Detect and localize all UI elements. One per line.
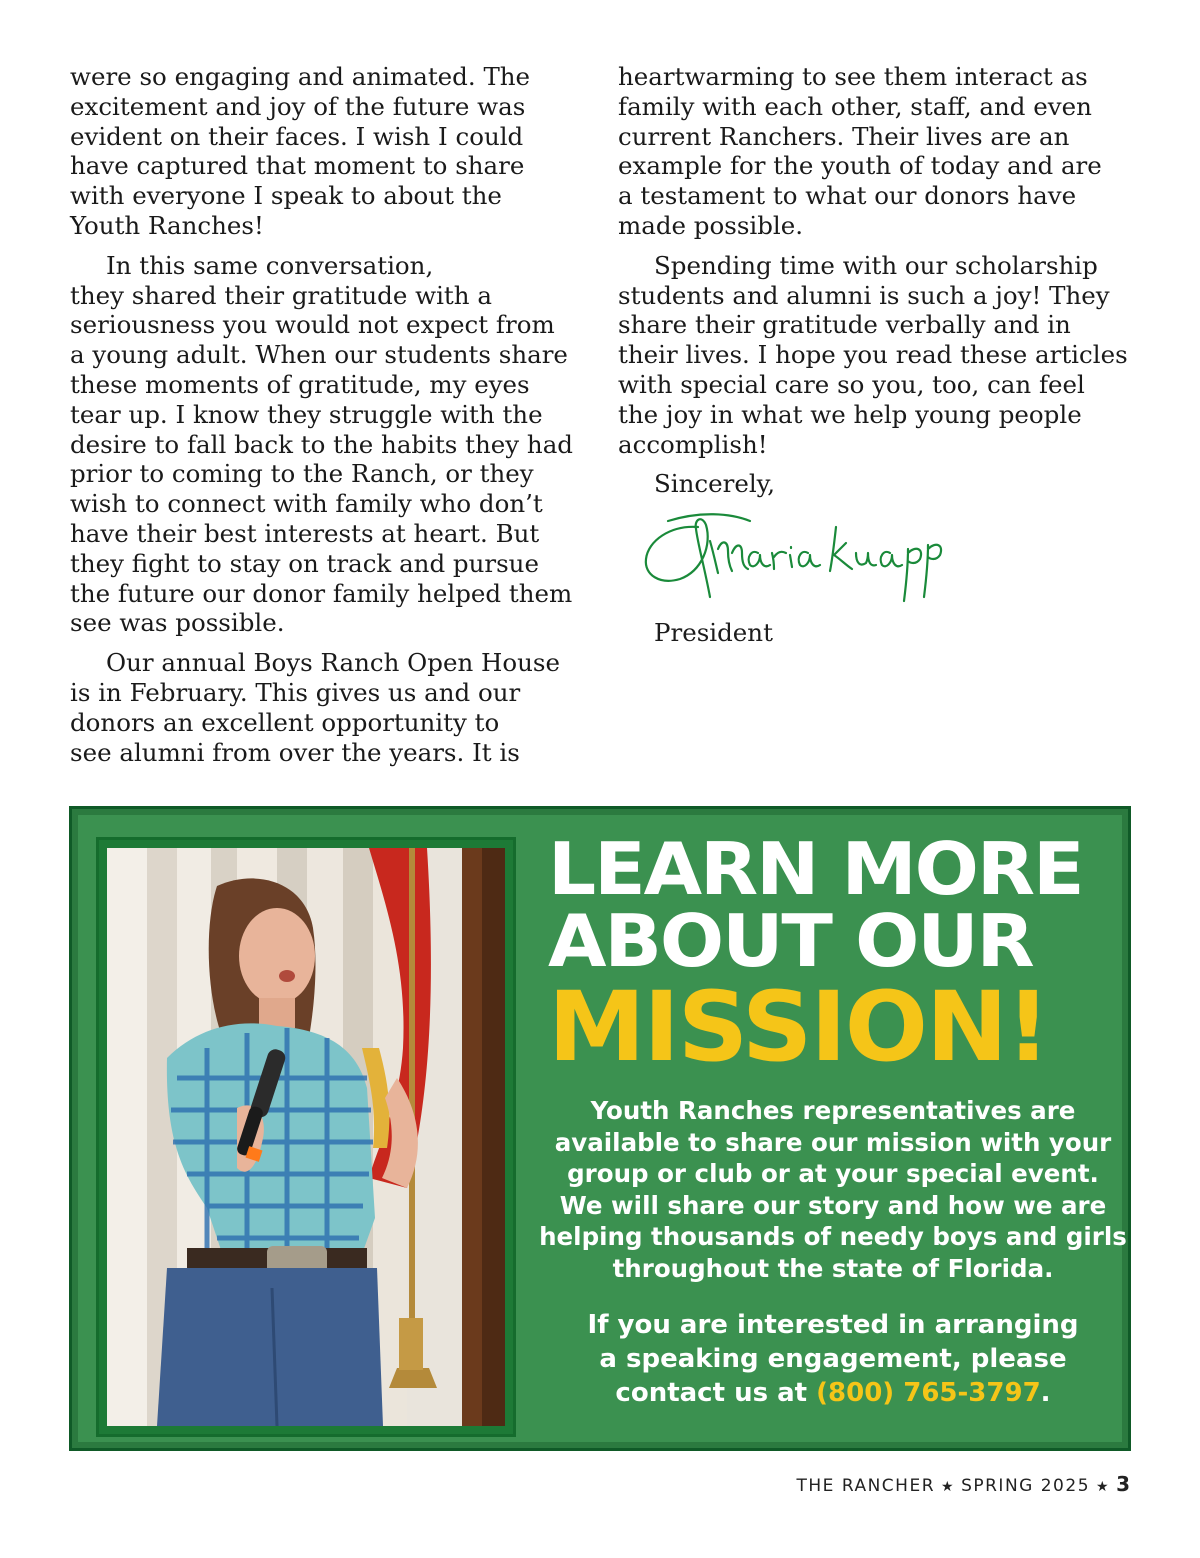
- photo-frame: [96, 837, 516, 1437]
- headline-line-2: ABOUT OUR: [548, 899, 1033, 983]
- page-footer: [797, 1472, 1130, 1496]
- mission-panel-inner: [78, 815, 1127, 1442]
- issue-label: SPRING 2025: [961, 1476, 1091, 1496]
- contact-suffix: .: [1040, 1378, 1051, 1408]
- right-paragraph-2: Spending time with our scholarship students and alumni is such a joy! They share their gratitude verbally and in their lives. I hope you read these articles with special care so you, too, can feel the joy in what we help young people accomplish!: [618, 250, 1128, 459]
- headline-line-1: LEARN MORE: [548, 827, 1083, 911]
- publication-name: THE RANCHER: [796, 1476, 936, 1496]
- mission-panel: [69, 806, 1131, 1451]
- page-number: 3: [1116, 1472, 1130, 1496]
- right-column: [618, 62, 1138, 499]
- left-paragraph-1: were so engaging and animated. The excitement and joy of the future was evident on their faces. I wish I could have captured that moment to share with everyone I speak to about the Youth Ranches!: [70, 62, 531, 240]
- speaker-photo: [107, 848, 505, 1426]
- panel-headline: [548, 827, 1118, 1083]
- panel-contact-text: [538, 1308, 1128, 1410]
- star-icon: ★: [1096, 1479, 1111, 1495]
- left-column: [70, 62, 590, 767]
- left-paragraph-2: In this same conversation, they shared their gratitude with a seriousness you would not expect from a young adult. When our students share these moments of gratitude, my eyes tear up. I know they struggle with the desire to fall back to the habits they had prior to coming to the Ranch, or they wish to connect with family who don’t have their best interests at heart. But they fight to stay on track and pursue the future our donor family helped them see was possible.: [70, 250, 573, 638]
- right-paragraph-1: heartwarming to see them interact as family with each other, staff, and even current Ranchers. Their lives are an example for the youth of today and are a testament to what our donors have made possible.: [618, 62, 1102, 240]
- headline-line-3: MISSION!: [548, 971, 1049, 1083]
- phone-number: (800) 765-3797: [816, 1378, 1041, 1408]
- left-paragraph-3: Our annual Boys Ranch Open House is in February. This gives us and our donors an excellent opportunity to see alumni from over the years. It is: [70, 648, 560, 767]
- star-icon: ★: [941, 1479, 956, 1495]
- contact-prefix: If you are interested in arranging a speaking engagement, please contact us at: [587, 1310, 1079, 1408]
- signature: [640, 505, 950, 610]
- panel-body-text: Youth Ranches representatives are available to share our mission with your group or club or at your special event. We will share our story and how we are helping thousands of needy boys and girls throughout the state of Florida.: [539, 1096, 1127, 1283]
- closing-salutation: Sincerely,: [654, 469, 776, 499]
- signer-title: President: [654, 618, 773, 647]
